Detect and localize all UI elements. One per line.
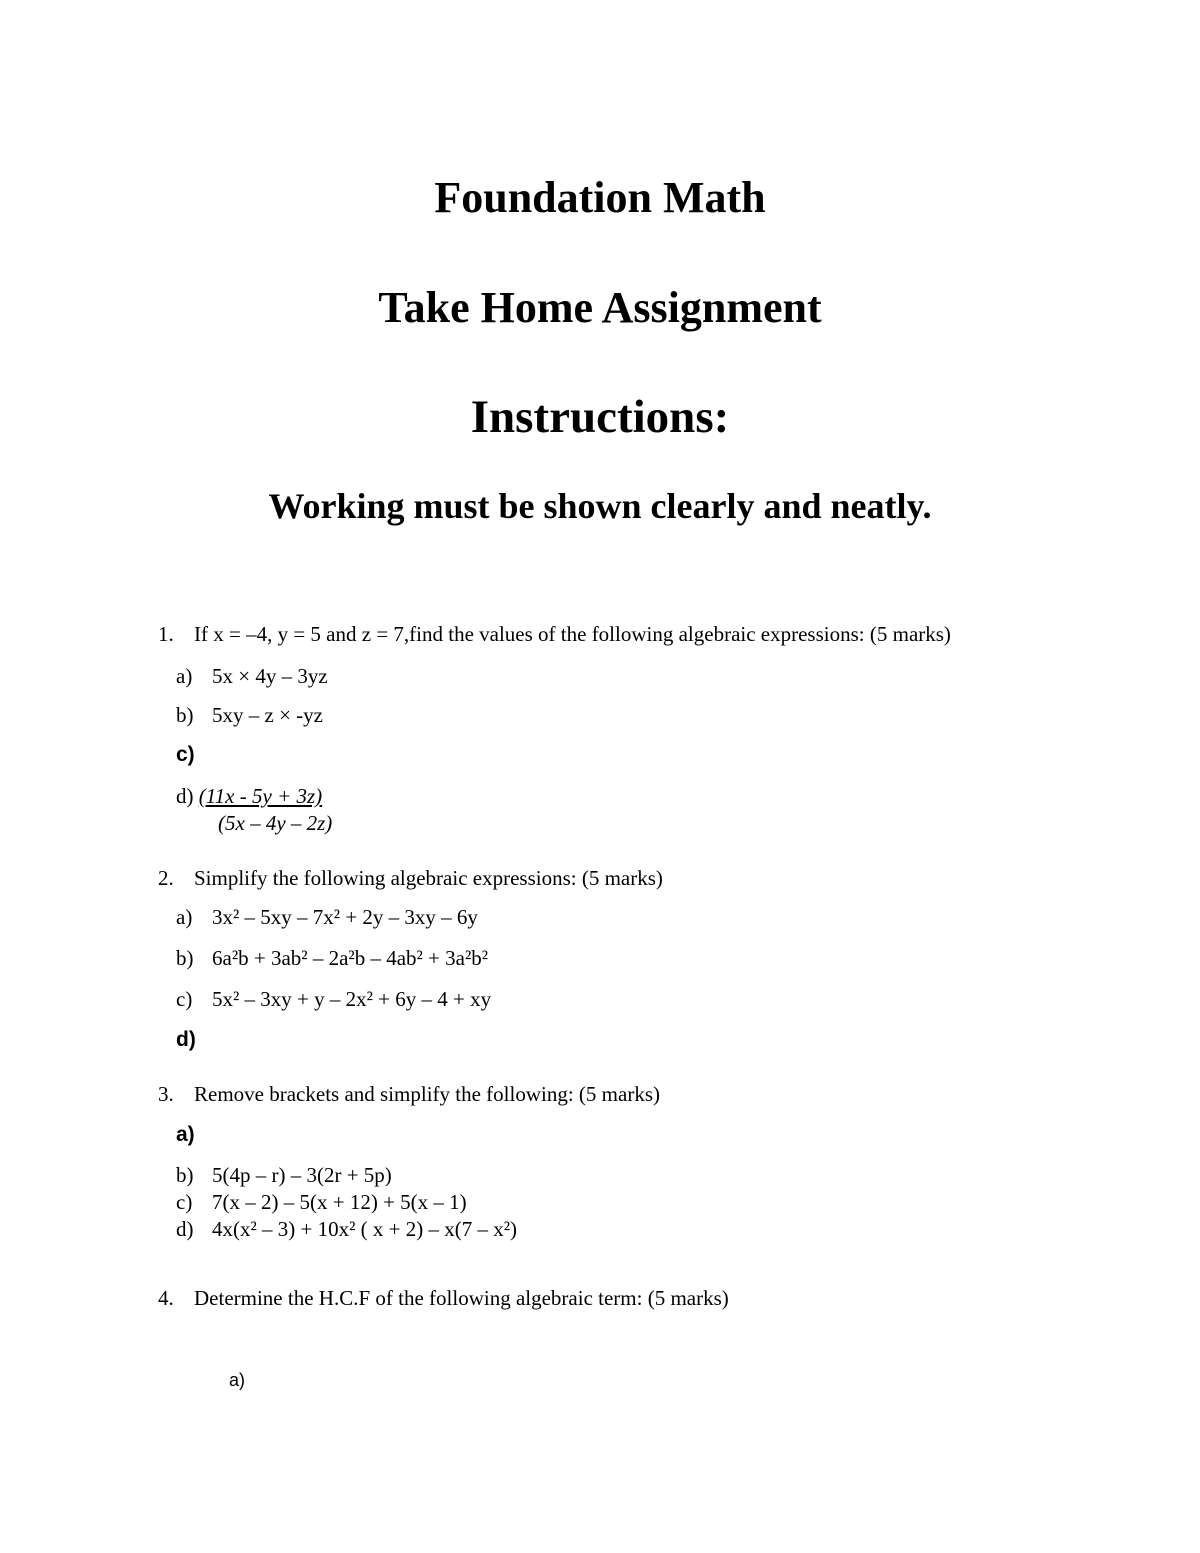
question-number: 3. (158, 1082, 174, 1106)
item-label: a) (176, 905, 193, 929)
item-label: c) (176, 743, 195, 766)
item-label: c) (176, 987, 193, 1011)
document-title: Foundation Math (434, 173, 766, 222)
list-item (176, 744, 212, 765)
list-item (176, 1165, 392, 1186)
item-expression: 5(4p – r) – 3(2r + 5p) (212, 1163, 392, 1187)
item-label: a) (176, 664, 193, 688)
question-number: 4. (158, 1286, 174, 1310)
list-item (176, 989, 491, 1010)
list-item (176, 1029, 212, 1050)
item-label: d) (176, 1028, 196, 1051)
item-expression: 5x² – 3xy + y – 2x² + 6y – 4 + xy (212, 987, 492, 1011)
question-prompt: If x = –4, y = 5 and z = 7,find the values of the following algebraic expressions: (5 marks) (194, 622, 951, 646)
list-item (176, 1124, 212, 1145)
list-item (176, 786, 322, 807)
item-expression: 6a²b + 3ab² – 2a²b – 4ab² + 3a²b² (212, 946, 489, 970)
item-label: a) (229, 1370, 246, 1390)
item-label: a) (176, 1123, 195, 1146)
list-item (176, 1192, 467, 1213)
question-2 (158, 868, 663, 889)
item-label: c) (176, 1190, 193, 1214)
list-item (176, 705, 323, 726)
question-prompt: Determine the H.C.F of the following algebraic term: (5 marks) (194, 1286, 729, 1310)
document-subtitle: Take Home Assignment (378, 283, 822, 332)
item-expression: 7(x – 2) – 5(x + 12) + 5(x – 1) (212, 1190, 467, 1214)
item-label: b) (176, 703, 194, 727)
item-expression: 5xy – z × -yz (212, 703, 323, 727)
list-item (176, 948, 488, 969)
question-4 (158, 1288, 729, 1309)
list-item (176, 666, 328, 687)
question-number: 1. (158, 622, 174, 646)
item-expression: 3x² – 5xy – 7x² + 2y – 3xy – 6y (212, 905, 478, 929)
item-expression: 4x(x² – 3) + 10x² ( x + 2) – x(7 – x²) (212, 1217, 518, 1241)
instructions-text: Working must be shown clearly and neatly. (268, 486, 932, 526)
question-number: 2. (158, 866, 174, 890)
list-item (229, 1371, 245, 1389)
item-expression: 5x × 4y – 3yz (212, 664, 328, 688)
question-prompt: Remove brackets and simplify the following: (5 marks) (194, 1082, 660, 1106)
question-prompt: Simplify the following algebraic expressions: (5 marks) (194, 866, 663, 890)
item-label: b) (176, 946, 194, 970)
list-item (176, 1219, 517, 1240)
list-item (176, 907, 478, 928)
fraction-denominator: (5x – 4y – 2z) (218, 811, 333, 835)
question-1 (158, 624, 951, 645)
fraction-numerator: (11x - 5y + 3z) (198, 784, 323, 808)
instructions-heading: Instructions: (470, 391, 730, 443)
item-label: b) (176, 1163, 194, 1187)
item-label: d) (176, 784, 194, 808)
question-3 (158, 1084, 660, 1105)
item-label: d) (176, 1217, 194, 1241)
